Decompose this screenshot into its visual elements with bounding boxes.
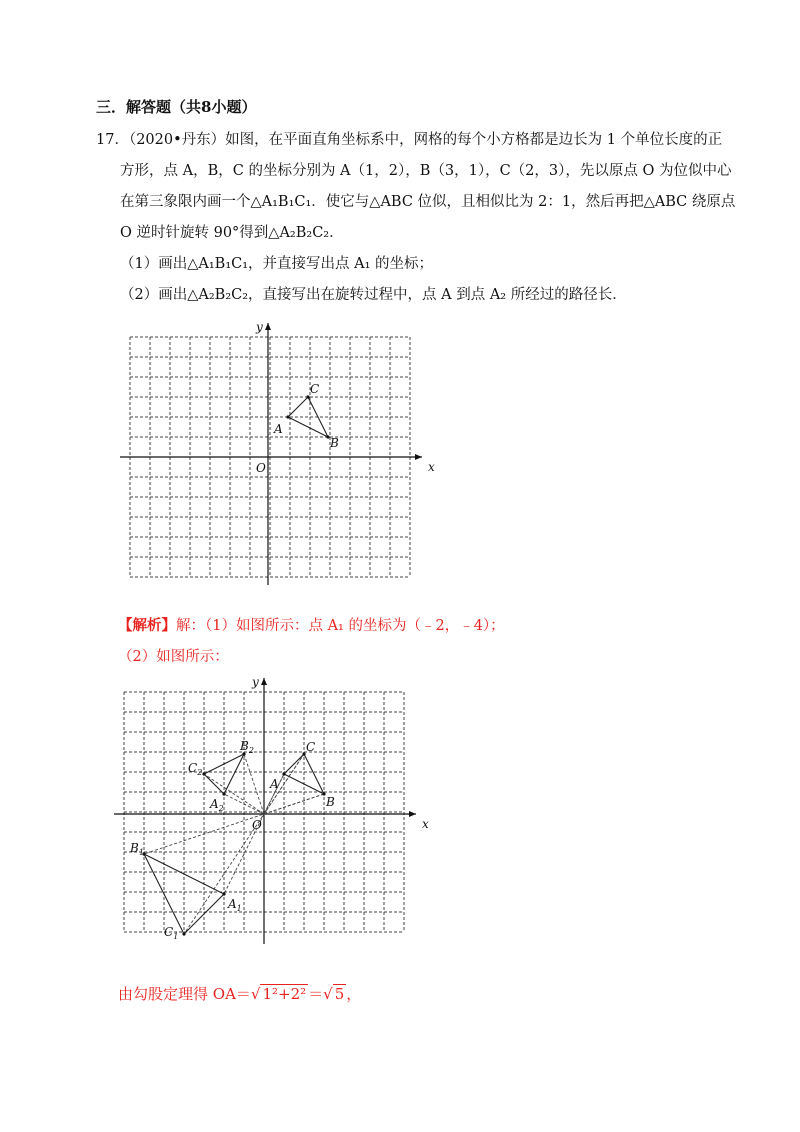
label-A-base: A bbox=[270, 777, 279, 791]
x-axis-arrow-icon bbox=[409, 811, 416, 817]
sqrt-sign-2: √ bbox=[323, 985, 333, 1003]
figure-1-coordinate-grid bbox=[110, 305, 450, 585]
pythagorean-formula bbox=[118, 984, 361, 1004]
label-B1-sub: 1 bbox=[138, 848, 144, 857]
label-A1 bbox=[227, 897, 242, 913]
formula-equals: ＝ bbox=[308, 985, 324, 1003]
label-A bbox=[273, 422, 283, 436]
y-axis-arrow-icon bbox=[265, 323, 271, 330]
label-C2 bbox=[188, 761, 202, 777]
label-B1-base: B bbox=[130, 841, 139, 855]
solution-line-2: （2）如图所示： bbox=[118, 649, 229, 665]
sqrt-sign-1: √ bbox=[250, 985, 261, 1003]
x-axis-arrow-icon bbox=[415, 454, 422, 460]
label-A bbox=[269, 777, 279, 791]
formula-result: 5 bbox=[334, 985, 345, 1003]
problem-line-3: 在第三象限内画一个△A₁B₁C₁．使它与△ABC 位似，且相似比为 2：1，然后再把△ABC 绕原点 bbox=[120, 194, 736, 210]
label-B2-base: B bbox=[240, 739, 249, 753]
label-A2 bbox=[209, 797, 224, 813]
label-A2-sub: 2 bbox=[218, 804, 224, 813]
section-heading: 三．解答题（共8小题） bbox=[96, 98, 257, 116]
vertex-point bbox=[286, 415, 289, 418]
figure-2-coordinate-grid bbox=[110, 662, 450, 952]
y-axis-label: y bbox=[256, 320, 263, 334]
label-B2-sub: 2 bbox=[248, 746, 254, 755]
vertex-point bbox=[182, 932, 185, 935]
solution-text-1: 解：（1）如图所示：点 A₁ 的坐标为（﹣2，﹣4）； bbox=[176, 618, 505, 634]
homothety-ray bbox=[144, 794, 324, 854]
label-B-base: B bbox=[330, 436, 339, 450]
label-C bbox=[306, 740, 315, 754]
formula-prefix: 由勾股定理得 OA＝ bbox=[118, 985, 251, 1003]
vertex-point bbox=[222, 892, 225, 895]
label-A2-base: A bbox=[210, 797, 219, 811]
label-C1 bbox=[164, 925, 178, 941]
label-B2 bbox=[239, 739, 254, 755]
formula-suffix: ， bbox=[346, 985, 362, 1003]
label-B bbox=[329, 436, 339, 450]
label-C-base: C bbox=[310, 382, 320, 396]
label-A1-sub: 1 bbox=[236, 904, 242, 913]
rotation-ray bbox=[244, 754, 264, 814]
label-B1 bbox=[129, 841, 144, 857]
label-B bbox=[325, 795, 335, 809]
x-axis-label: x bbox=[422, 817, 429, 831]
label-C bbox=[310, 382, 319, 396]
vertex-point bbox=[282, 772, 285, 775]
label-C1-sub: 1 bbox=[173, 932, 179, 941]
label-C2-base: C bbox=[188, 761, 198, 775]
origin-label: O bbox=[256, 461, 266, 475]
solution-tag: 【解析】 bbox=[118, 617, 176, 634]
vertex-point bbox=[222, 792, 225, 795]
question-1: （1）画出△A₁B₁C₁，并直接写出点 A₁ 的坐标； bbox=[120, 256, 434, 272]
origin-label: O bbox=[252, 818, 262, 832]
label-C-base: C bbox=[306, 740, 316, 754]
problem-line-4: O 逆时针旋转 90°得到△A₂B₂C₂． bbox=[120, 225, 344, 241]
problem-line-1: 17．（2020•丹东）如图，在平面直角坐标系中，网格的每个小方格都是边长为 1 个单位长度的正 bbox=[96, 132, 723, 148]
label-B-base: B bbox=[326, 795, 335, 809]
label-A1-base: A bbox=[228, 897, 237, 911]
label-C2-sub: 2 bbox=[197, 768, 203, 777]
x-axis-label: x bbox=[428, 460, 435, 474]
formula-radicand: 1²+2² bbox=[262, 985, 307, 1003]
problem-line-2: 方形，点 A，B，C 的坐标分别为 A（1，2），B（3，1），C（2，3），先以原点 O 为位似中心 bbox=[120, 163, 732, 179]
vertex-point bbox=[202, 772, 205, 775]
question-2: （2）画出△A₂B₂C₂，直接写出在旋转过程中，点 A 到点 A₂ 所经过的路径长． bbox=[120, 287, 627, 303]
solution-line-1 bbox=[118, 616, 505, 636]
label-A-base: A bbox=[274, 422, 283, 436]
y-axis-arrow-icon bbox=[261, 678, 267, 685]
y-axis-label: y bbox=[252, 675, 259, 689]
label-C1-base: C bbox=[164, 925, 174, 939]
